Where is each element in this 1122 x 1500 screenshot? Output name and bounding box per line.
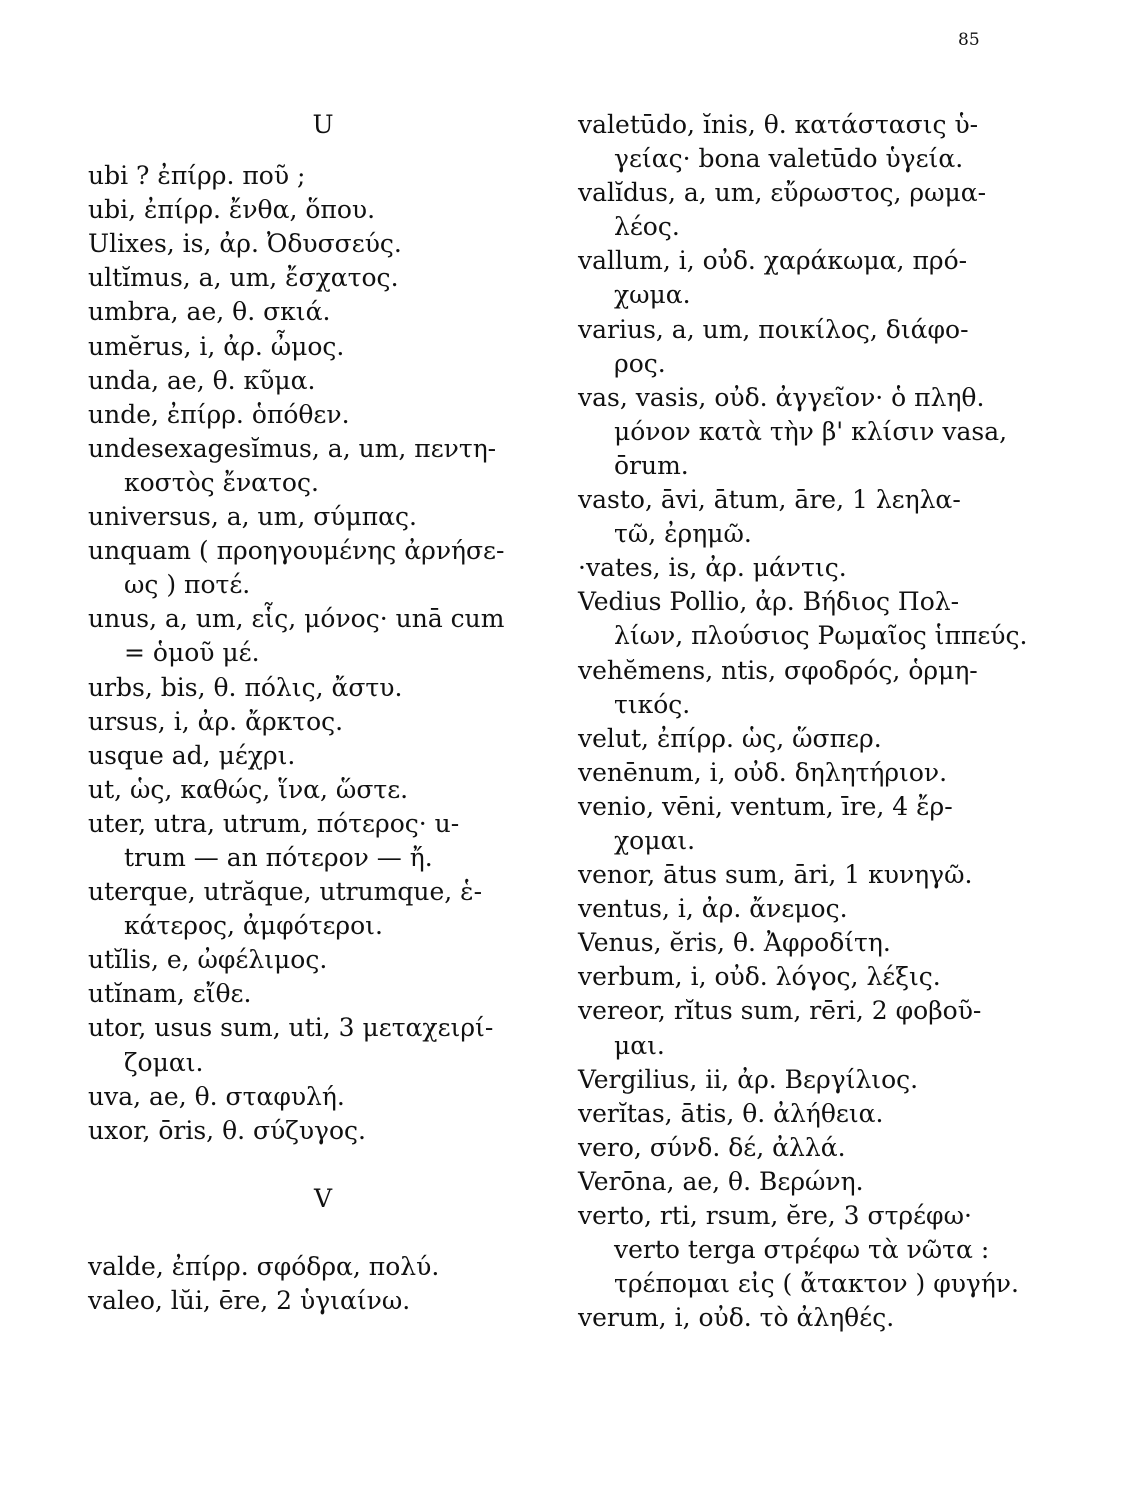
entry-headword-line: Ulixes, is, ἀρ. Ὀδυσσεύς. [88, 229, 402, 259]
section-v-entries [88, 1250, 558, 1318]
dictionary-entry [88, 159, 558, 193]
dictionary-entry [88, 364, 558, 398]
right-column-entries [578, 108, 1098, 1335]
entry-headword-line: venēnum, i, οὐδ. δηλητήριον. [578, 757, 948, 787]
entry-headword-line: ubi, ἐπίρρ. ἔνθα, ὅπου. [88, 195, 376, 225]
dictionary-entry [578, 551, 1098, 585]
entry-headword-line: vero, σύνδ. δέ, ἀλλά. [578, 1132, 846, 1162]
spacer [88, 1216, 558, 1250]
dictionary-entry [578, 585, 1098, 653]
entry-continuation-line: ρος. [614, 348, 666, 378]
entry-continuation-line: γείας· bona valetūdo ὑγεία. [614, 144, 964, 174]
entry-headword-line: vas, vasis, οὐδ. ἀγγεῖον· ὁ πληθ. [578, 382, 985, 412]
entry-headword-line: ventus, i, ἀρ. ἄνεμος. [578, 894, 848, 924]
entry-headword-line: valĭdus, a, um, εὔρωστος, ρωμα- [578, 178, 987, 208]
entry-continuation-line: μαι. [614, 1030, 665, 1060]
dictionary-entry [578, 722, 1098, 756]
entry-continuation-line: verto terga στρέφω τὰ νῶτα : [614, 1235, 990, 1265]
entry-headword-line: verbum, i, οὐδ. λόγος, λέξις. [578, 962, 941, 992]
entry-headword-line: unquam ( προηγουμένης ἀρνήσε- [88, 536, 505, 566]
entry-headword-line: uter, utra, utrum, πότερος· u- [88, 808, 460, 838]
entry-headword-line: venor, ātus sum, āri, 1 κυνηγῶ. [578, 860, 973, 890]
dictionary-entry [578, 483, 1098, 551]
entry-continuation-line: ως ) ποτέ. [124, 570, 251, 600]
entry-headword-line: unda, ae, θ. κῦμα. [88, 365, 316, 395]
dictionary-entry [578, 244, 1098, 312]
entry-headword-line: usque ad, μέχρι. [88, 740, 296, 770]
entry-continuation-line: χομαι. [614, 825, 696, 855]
dictionary-entry [88, 977, 558, 1011]
entry-headword-line: unde, ἐπίρρ. ὁπόθεν. [88, 399, 350, 429]
dictionary-entry [578, 1097, 1098, 1131]
entry-continuation-line: κάτερος, ἀμφότεροι. [124, 911, 383, 941]
entry-continuation-line: = ὁμοῦ μέ. [124, 638, 260, 668]
entry-headword-line: verĭtas, ātis, θ. ἀλήθεια. [578, 1098, 884, 1128]
entry-headword-line: valeo, lŭi, ēre, 2 ὑγιαίνω. [88, 1286, 411, 1316]
entry-headword-line: utĭnam, εἴθε. [88, 979, 252, 1009]
dictionary-entry [578, 108, 1098, 176]
dictionary-entry [88, 807, 558, 875]
dictionary-entry [88, 773, 558, 807]
dictionary-entry [88, 227, 558, 261]
dictionary-entry [88, 295, 558, 329]
entry-headword-line: unus, a, um, εἷς, μόνος· unā cum [88, 604, 505, 634]
left-column [88, 108, 558, 1318]
dictionary-entry [88, 1114, 558, 1148]
dictionary-entry [88, 500, 558, 534]
dictionary-entry [578, 994, 1098, 1062]
dictionary-entry [578, 1131, 1098, 1165]
entry-continuation-line: μόνον κατὰ τὴν β' κλίσιν vasa, [614, 416, 1008, 446]
entry-headword-line: vallum, i, οὐδ. χαράκωμα, πρό- [578, 246, 968, 276]
entry-continuation-line: ōrum. [614, 450, 689, 480]
section-heading-v: V [313, 1183, 333, 1213]
entry-continuation-line: τῶ, ἐρημῶ. [614, 519, 752, 549]
dictionary-entry [88, 261, 558, 295]
entry-headword-line: Venus, ĕris, θ. Ἀφροδίτη. [578, 928, 891, 958]
entry-headword-line: valde, ἐπίρρ. σφόδρα, πολύ. [88, 1252, 440, 1282]
dictionary-entry [88, 1080, 558, 1114]
dictionary-entry [578, 960, 1098, 994]
entry-headword-line: uva, ae, θ. σταφυλή. [88, 1081, 345, 1111]
entry-headword-line: ubi ? ἐπίρρ. ποῦ ; [88, 161, 306, 191]
entry-continuation-line: χωμα. [614, 280, 691, 310]
dictionary-entry [578, 1199, 1098, 1301]
entry-headword-line: ·vates, is, ἀρ. μάντις. [578, 553, 847, 583]
entry-headword-line: verum, i, οὐδ. τὸ ἀληθές. [578, 1303, 895, 1333]
entry-headword-line: uxor, ōris, θ. σύζυγος. [88, 1115, 366, 1145]
dictionary-entry [88, 1250, 558, 1284]
dictionary-entry [578, 1301, 1098, 1335]
dictionary-entry [578, 756, 1098, 790]
dictionary-entry [578, 313, 1098, 381]
dictionary-entry [578, 926, 1098, 960]
dictionary-entry [88, 1284, 558, 1318]
right-column [578, 108, 1098, 1335]
entry-continuation-line: λέος. [614, 212, 680, 242]
entry-continuation-line: λίων, πλούσιος Ρωμαῖος ἱππεύς. [614, 621, 1028, 651]
dictionary-entry [578, 176, 1098, 244]
dictionary-entry [578, 858, 1098, 892]
entry-headword-line: undesexagesĭmus, a, um, πεντη- [88, 433, 497, 463]
entry-continuation-line: ζομαι. [124, 1047, 204, 1077]
dictionary-entry [88, 602, 558, 670]
entry-headword-line: ursus, i, ἀρ. ἄρκτος. [88, 706, 344, 736]
dictionary-entry [88, 1011, 558, 1079]
dictionary-entry [88, 739, 558, 773]
entry-headword-line: ultĭmus, a, um, ἔσχατος. [88, 263, 399, 293]
entry-headword-line: Verōna, ae, θ. Βερώνη. [578, 1166, 864, 1196]
dictionary-entry [578, 381, 1098, 483]
entry-headword-line: vehĕmens, ntis, σφοδρός, ὁρμη- [578, 655, 978, 685]
entry-continuation-line: trum — an πότερον — ἤ. [124, 842, 433, 872]
entry-continuation-line: κοστὸς ἔνατος. [124, 467, 319, 497]
page-number: 85 [958, 30, 980, 50]
section-u-entries [88, 159, 558, 1148]
entry-headword-line: Vedius Pollio, ἀρ. Βήδιος Πολ- [578, 587, 960, 617]
spacer [88, 1148, 558, 1182]
entry-continuation-line: τρέπομαι εἰς ( ἄτακτον ) φυγήν. [614, 1269, 1019, 1299]
dictionary-entry [88, 943, 558, 977]
entry-headword-line: urbs, bis, θ. πόλις, ἄστυ. [88, 672, 403, 702]
entry-headword-line: umbra, ae, θ. σκιά. [88, 297, 331, 327]
entry-headword-line: vereor, rĭtus sum, rēri, 2 φοβοῦ- [578, 996, 982, 1026]
dictionary-entry [578, 790, 1098, 858]
entry-headword-line: verto, rti, rsum, ĕre, 3 στρέφω· [578, 1201, 972, 1230]
section-heading-u: U [312, 110, 334, 139]
entry-headword-line: utor, usus sum, uti, 3 μεταχειρί- [88, 1013, 494, 1043]
entry-headword-line: uterque, utrăque, utrumque, ἑ- [88, 877, 483, 907]
dictionary-entry [578, 654, 1098, 722]
dictionary-entry [88, 705, 558, 739]
dictionary-entry [88, 398, 558, 432]
entry-headword-line: valetūdo, ĭnis, θ. κατάστασις ὑ- [578, 110, 979, 139]
entry-headword-line: velut, ἐπίρρ. ὡς, ὥσπερ. [578, 723, 882, 753]
entry-headword-line: universus, a, um, σύμπας. [88, 502, 417, 532]
entry-continuation-line: τικός. [614, 689, 691, 719]
dictionary-entry [88, 671, 558, 705]
entry-headword-line: venio, vēni, ventum, īre, 4 ἔρ- [578, 791, 953, 821]
entry-headword-line: vasto, āvi, ātum, āre, 1 λεηλα- [578, 485, 961, 515]
entry-headword-line: umĕrus, i, ἀρ. ὦμος. [88, 331, 345, 361]
dictionary-entry [88, 193, 558, 227]
dictionary-entry [88, 330, 558, 364]
dictionary-entry [578, 1063, 1098, 1097]
spacer [88, 142, 558, 159]
entry-headword-line: Vergilius, ii, ἀρ. Βεργίλιος. [578, 1064, 919, 1094]
dictionary-entry [578, 892, 1098, 926]
entry-headword-line: varius, a, um, ποικίλος, διάφο- [578, 314, 969, 344]
dictionary-entry [88, 432, 558, 500]
entry-headword-line: ut, ὡς, καθώς, ἵνα, ὥστε. [88, 774, 409, 804]
dictionary-entry [88, 875, 558, 943]
dictionary-entry [88, 534, 558, 602]
dictionary-entry [578, 1165, 1098, 1199]
entry-headword-line: utĭlis, e, ὠφέλιμος. [88, 945, 328, 975]
